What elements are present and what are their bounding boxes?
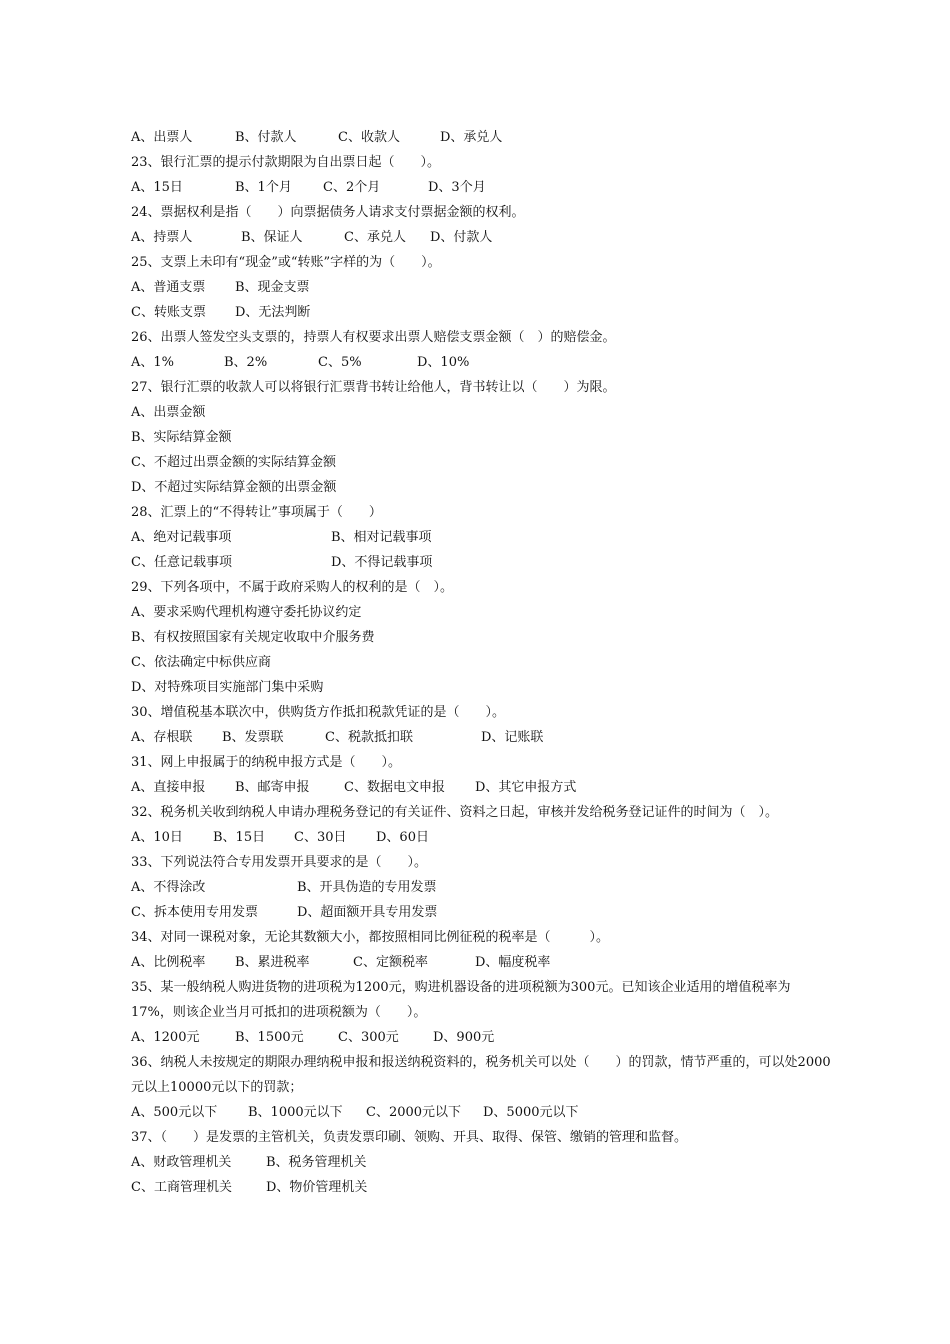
question-line: 23、银行汇票的提示付款期限为自出票日起（ ）。 (131, 155, 441, 170)
options-row (131, 225, 831, 250)
option-d: D、10% (417, 355, 470, 370)
question-line: 30、增值税基本联次中，供购货方作抵扣税款凭证的是（ ）。 (131, 705, 506, 720)
option-b: B、1个月 (235, 180, 292, 195)
option-b: B、邮寄申报 (235, 780, 310, 795)
option-c: C、承兑人 (344, 230, 406, 245)
option-c: C、税款抵扣联 (325, 730, 413, 745)
option-d: D、付款人 (430, 230, 493, 245)
option-b: B、税务管理机关 (266, 1155, 367, 1170)
option-a: A、绝对记载事项 (131, 530, 232, 545)
option-a: A、10日 (131, 830, 183, 845)
option-line: A、要求采购代理机构遵守委托协议约定 (131, 605, 362, 620)
option-c: C、定额税率 (353, 955, 428, 970)
option-line: B、实际结算金额 (131, 430, 232, 445)
question-line: 37、（ ）是发票的主管机关，负责发票印刷、领购、开具、取得、保管、缴销的管理和监督。 (131, 1130, 688, 1145)
question-line: 25、支票上未印有“现金”或“转账”字样的为（ ）。 (131, 255, 441, 270)
options-row (131, 125, 831, 150)
option-c: C、5% (318, 355, 362, 370)
option-b: B、2% (224, 355, 268, 370)
option-c: C、2000元以下 (366, 1105, 462, 1120)
options-row (131, 1150, 831, 1175)
option-a: A、出票人 (131, 130, 193, 145)
option-b: D、不得记载事项 (331, 555, 433, 570)
option-a: A、持票人 (131, 230, 193, 245)
option-d: D、5000元以下 (483, 1105, 579, 1120)
option-c: C、收款人 (338, 130, 400, 145)
option-b: B、累进税率 (235, 955, 310, 970)
option-a: C、任意记载事项 (131, 555, 232, 570)
option-line: C、依法确定中标供应商 (131, 655, 271, 670)
option-b: B、付款人 (235, 130, 297, 145)
options-row (131, 900, 831, 925)
option-line: C、不超过出票金额的实际结算金额 (131, 455, 336, 470)
question-line: 34、对同一课税对象，无论其数额大小，都按照相同比例征税的税率是（ ）。 (131, 930, 610, 945)
option-c: C、2个月 (323, 180, 381, 195)
option-a: A、不得涂改 (131, 880, 206, 895)
options-row (131, 175, 831, 200)
option-d: D、900元 (433, 1030, 495, 1045)
option-b: B、1500元 (235, 1030, 304, 1045)
question-line: 29、下列各项中，不属于政府采购人的权利的是（ ）。 (131, 580, 454, 595)
option-d: D、承兑人 (440, 130, 503, 145)
option-c: C、300元 (338, 1030, 399, 1045)
option-a: A、财政管理机关 (131, 1155, 232, 1170)
options-row (131, 1100, 831, 1125)
option-a: A、普通支票 (131, 280, 206, 295)
option-a: A、1200元 (131, 1030, 200, 1045)
options-row (131, 1025, 831, 1050)
options-row (131, 550, 831, 575)
option-a: A、比例税率 (131, 955, 206, 970)
question-line: 27、银行汇票的收款人可以将银行汇票背书转让给他人，背书转让以（ ）为限。 (131, 380, 616, 395)
option-d: D、3个月 (428, 180, 486, 195)
question-line: 24、票据权利是指（ ）向票据债务人请求支付票据金额的权利。 (131, 205, 525, 220)
option-b: B、15日 (213, 830, 266, 845)
question-line: 36、纳税人未按规定的期限办理纳税申报和报送纳税资料的，税务机关可以处（ ）的罚款，情节严重的，可以处2000元以上10000元以下的罚款； (131, 1055, 831, 1095)
question-line: 31、网上申报属于的纳税申报方式是（ ）。 (131, 755, 402, 770)
option-b: B、现金支票 (235, 280, 310, 295)
option-a: A、直接申报 (131, 780, 206, 795)
exam-questions (131, 125, 831, 1200)
option-d: D、60日 (376, 830, 429, 845)
options-row (131, 1175, 831, 1200)
options-row (131, 725, 831, 750)
option-b: B、保证人 (241, 230, 303, 245)
option-b: B、相对记载事项 (331, 530, 432, 545)
option-a: A、存根联 (131, 730, 193, 745)
option-b: B、开具伪造的专用发票 (297, 880, 437, 895)
option-a: A、15日 (131, 180, 183, 195)
option-b: D、物价管理机关 (266, 1180, 368, 1195)
options-row (131, 525, 831, 550)
question-line: 33、下列说法符合专用发票开具要求的是（ ）。 (131, 855, 428, 870)
options-row (131, 825, 831, 850)
options-row (131, 350, 831, 375)
options-row (131, 275, 831, 300)
option-a: C、工商管理机关 (131, 1180, 232, 1195)
option-b: B、发票联 (222, 730, 284, 745)
option-c: C、数据电文申报 (344, 780, 445, 795)
question-line: 35、某一般纳税人购进货物的进项税为1200元，购进机器设备的进项税额为300元。已知该企业适用的增值税率为17%，则该企业当月可抵扣的进项税额为（ ）。 (131, 980, 791, 1020)
option-b: D、无法判断 (235, 305, 311, 320)
options-row (131, 775, 831, 800)
option-a: A、1% (131, 355, 175, 370)
question-line: 28、汇票上的“不得转让”事项属于（ ） (131, 505, 382, 520)
option-line: B、有权按照国家有关规定收取中介服务费 (131, 630, 375, 645)
option-a: C、拆本使用专用发票 (131, 905, 258, 920)
option-c: C、30日 (294, 830, 347, 845)
option-d: D、其它申报方式 (475, 780, 577, 795)
options-row (131, 950, 831, 975)
question-line: 26、出票人签发空头支票的，持票人有权要求出票人赔偿支票金额（ ）的赔偿金。 (131, 330, 616, 345)
option-line: A、出票金额 (131, 405, 206, 420)
options-row (131, 875, 831, 900)
option-d: D、记账联 (481, 730, 544, 745)
option-a: A、500元以下 (131, 1105, 218, 1120)
option-d: D、幅度税率 (475, 955, 551, 970)
option-b: D、超面额开具专用发票 (297, 905, 438, 920)
question-line: 32、税务机关收到纳税人申请办理税务登记的有关证件、资料之日起，审核并发给税务登记证件的时间为（ ）。 (131, 805, 779, 820)
option-b: B、1000元以下 (248, 1105, 343, 1120)
option-line: D、不超过实际结算金额的出票金额 (131, 480, 337, 495)
options-row (131, 300, 831, 325)
option-line: D、对特殊项目实施部门集中采购 (131, 680, 324, 695)
option-a: C、转账支票 (131, 305, 206, 320)
